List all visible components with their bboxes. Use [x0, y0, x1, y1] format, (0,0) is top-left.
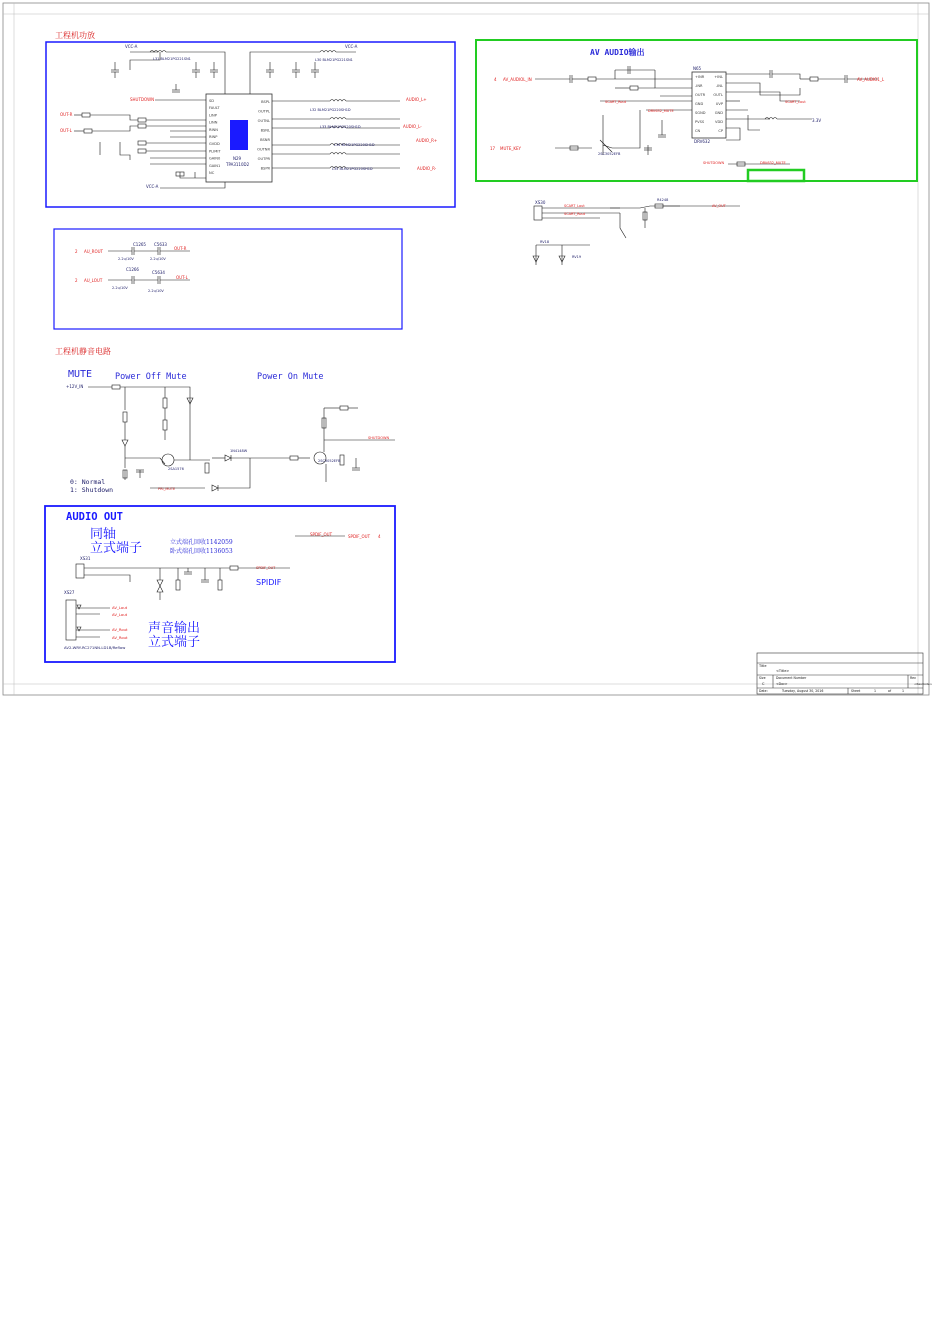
audio-conn-ref: XS27 [64, 590, 75, 595]
tb-doc-value: <Doc> [776, 682, 788, 686]
amp-l30: L30 BLM21PG221SN1 [315, 58, 353, 62]
amp-pins-left [209, 99, 221, 175]
mute-section-title: 工程机静音电路 [55, 347, 111, 356]
amp-out-left-n: AUDIO_L- [403, 124, 422, 129]
amp-l32: L32 BLM21PG220SH1D [310, 108, 351, 112]
amp-pin-left-1: FAULT [209, 106, 220, 111]
av-pin-right-5: VDD [715, 120, 723, 124]
audio-net-3: AV_Rout [112, 635, 128, 640]
av-transistor: 2SC3052EFB [598, 152, 621, 156]
av-net-shutdown: SHUTDOWN [703, 161, 725, 165]
coupling-net-l-in: AU_LOUT [84, 278, 103, 283]
mute-power-off: Power Off Mute [115, 372, 187, 382]
av-section-title: AV AUDIO输出 [590, 48, 645, 57]
av-net-in-left: AV_AUDIOL_IN [503, 77, 532, 82]
amp-output-inductor-4 [330, 153, 346, 155]
mute-diode: 1N4148W [230, 449, 248, 453]
audio-note-2: 卧式端孔回收1136053 [170, 548, 233, 555]
amp-l33: L33 BLM21PG220SH1D [320, 125, 361, 129]
coupling-frame [54, 229, 402, 329]
av-net-scart-l: SCART_Lout [785, 100, 806, 104]
coupling-c4: C5634 [152, 270, 165, 275]
av-pin-right-3: UVP [715, 102, 723, 106]
amp-output-inductor-0 [330, 100, 346, 102]
amp-out-right-n: AUDIO_R- [417, 166, 437, 171]
tb-rev-value: <RevCode> [914, 682, 933, 686]
av-net-mute-key: MUTE_KEY [500, 146, 521, 151]
amp-pin-left-2: LINP [209, 113, 217, 118]
av-net-drv-mute-b: DRV632_MUTE [760, 161, 786, 165]
mute-rail-in: +12V_IN [66, 384, 84, 389]
scart-net-r: SCART_Rout [564, 212, 586, 216]
amp-pin-right-2: OUTNL [257, 119, 270, 123]
coupling-net-r-out: OUT-R [174, 246, 187, 251]
amp-pin-right-4: BSNR [260, 138, 270, 142]
amp-chip-part: TPA3110D2 [226, 162, 250, 167]
av-pins-left [695, 75, 706, 133]
av-pin-right-6: CP [718, 129, 723, 133]
amp-pin-left-3: LINN [209, 120, 218, 125]
drv-mute-highlight [748, 170, 804, 181]
av-pin-right-2: OUTL [713, 93, 723, 97]
coupling-net-r-in: AU_ROUT [84, 249, 103, 254]
sheet-border [3, 3, 929, 695]
tb-sheet-label: Sheet [851, 689, 861, 693]
scart-net-l: SCART_Lout [564, 204, 585, 208]
tb-title-label: Title [759, 664, 767, 668]
audio-net-1: AV_Lout [112, 612, 128, 617]
audio-conn-part: AV2-WRY-RC271NN-LD1B/Reflow [64, 645, 126, 650]
coax-conn-ref: XS31 [80, 556, 91, 561]
svg-text:4: 4 [378, 534, 381, 539]
av-rail: 3.3V [812, 118, 822, 123]
amp-pin-right-7: BSPR [260, 166, 270, 171]
amp-pin-left-6: GVDD [209, 142, 220, 147]
tb-rev-label: Rev [910, 676, 916, 680]
tb-size-value: C [762, 682, 765, 686]
svg-text:4: 4 [494, 77, 497, 82]
tb-of-label: of [888, 689, 892, 693]
audio-jack-label [148, 620, 204, 650]
mute-title: MUTE [68, 369, 93, 380]
audio-net-2: AV_Rout [112, 627, 128, 632]
amp-pin-left-4: RINN [209, 127, 218, 132]
amp-l31: L31 BLM21PG221SN1 [153, 57, 191, 61]
av-pin-right-4: GND [714, 111, 723, 115]
tb-doc-label: Document Number [776, 676, 807, 680]
coax-label [90, 526, 142, 556]
av-pin-left-3: GND [695, 102, 704, 106]
amp-pin-right-0: BSPL [261, 100, 270, 104]
av-pin-left-5: PVSS [695, 120, 705, 124]
amp-pin-left-8: GAIN0 [209, 156, 221, 161]
av-pin-left-6: CN [695, 129, 701, 133]
amp-pin-right-6: OUTPR [257, 157, 270, 161]
scart-net-av: AV_OUT [712, 204, 726, 208]
amp-vcc-label-right: VCC-A [345, 44, 358, 49]
av-pin-right-0: +INL [714, 75, 723, 79]
coupling-c2-value: 2.2u/10V [150, 257, 166, 261]
av-net-out: AV_AUDIO1_L [857, 77, 885, 82]
tb-of-value: 1 [902, 689, 905, 693]
coax-label-line2: 立式端子 [90, 541, 143, 556]
amp-pin-left-7: PLIMIT [209, 149, 221, 154]
coupling-c1-value: 2.2u/10V [118, 257, 134, 261]
av-chip-part: DRV632 [694, 139, 711, 144]
amp-vcc-label-left: VCC-A [125, 44, 138, 49]
amp-pin-left-5: RINP [209, 135, 218, 139]
av-pins-right [713, 75, 723, 133]
svg-text:17: 17 [490, 146, 496, 151]
amp-out-left-p: AUDIO_L+ [406, 97, 427, 102]
spdif-label: SPIDIF [256, 578, 282, 587]
amp-input-left-net: OUT-L [60, 128, 72, 133]
av-pin-left-0: +INR [695, 75, 705, 79]
amp-l35: L35 BLM21PG220SH1D [332, 167, 373, 171]
tb-title-value: <Title> [776, 669, 790, 673]
amp-pins-right [257, 100, 270, 171]
av-net-drv-mute-a: DRV632_MUTE [648, 109, 674, 113]
tb-date-value: Tuesday, August 30, 2016 [782, 689, 824, 693]
coupling-c1: C1265 [133, 242, 146, 247]
av-pin-left-4: SGND [695, 111, 706, 115]
mute-legend-normal: 0: Normal [70, 478, 106, 486]
scart-d2: RV19 [572, 255, 582, 259]
av-pin-left-1: -INR [695, 84, 703, 88]
coupling-c4-value: 2.2u/10V [148, 289, 164, 293]
amp-l34: L34 BLM21PG220SH1D [334, 143, 375, 147]
coupling-c3-value: 2.2u/10V [112, 286, 128, 290]
audio-out-title: AUDIO OUT [66, 511, 123, 523]
tb-sheet-value: 1 [874, 689, 877, 693]
audio-jack-label-line2: 立式端子 [148, 635, 201, 650]
title-block [757, 653, 923, 694]
svg-text:2: 2 [75, 278, 78, 283]
tb-date-label: Date: [759, 689, 768, 693]
mute-net-shutdown: SHUTDOWN [368, 436, 390, 440]
amp-chip-ref: N29 [233, 156, 242, 161]
av-pin-right-1: -INL [715, 84, 723, 88]
scart-d1: RV18 [540, 240, 550, 244]
coupling-c3: C1266 [126, 267, 139, 272]
amp-chip-pad [230, 120, 248, 150]
mute-q1: 2SA1576 [168, 467, 184, 471]
spdif-net-top: SPDIF_OUT [310, 532, 333, 537]
amp-section-title: 工程机功放 [55, 31, 95, 40]
svg-text:2: 2 [75, 249, 78, 254]
tb-size-label: Size [759, 676, 766, 680]
spdif-net-inner: SPDIF_OUT [256, 566, 276, 570]
av-pin-left-2: OUTR [695, 93, 706, 97]
amp-pin-right-1: OUTPL [258, 109, 270, 114]
mute-net-pri: PRI_MUTE [158, 487, 176, 491]
coax-label-line1: 同轴 [90, 527, 117, 542]
mute-q2: 2SC3052EFB [318, 459, 341, 463]
scart-r: R4248 [657, 198, 669, 202]
audio-note-1: 立式端孔回收1142059 [170, 539, 233, 546]
coupling-net-l-out: OUT-L [176, 275, 188, 280]
audio-jack-label-line1: 声音输出 [148, 621, 201, 636]
spdif-net-right: SPDIF_OUT [348, 534, 371, 539]
amp-input-right-net: OUT-R [60, 112, 73, 117]
amp-pin-left-9: GAIN1 [209, 163, 221, 168]
av-chip-ref: N65 [693, 66, 702, 71]
amp-pin-right-3: BSNL [260, 128, 270, 133]
amp-shutdown-net: SHUTDOWN [130, 97, 155, 102]
amp-out-right-p: AUDIO_R+ [416, 138, 438, 143]
amp-output-inductor-1 [330, 118, 346, 120]
amp-pin-right-5: OUTNR [257, 147, 270, 152]
coupling-c2: C5633 [154, 242, 167, 247]
audio-net-0: AV_Lout [112, 605, 128, 610]
scart-conn: XS30 [535, 200, 546, 205]
amp-pin-left-0: SD [209, 99, 215, 103]
mute-legend-shutdown: 1: Shutdown [70, 486, 114, 494]
av-net-scart-r: SCART_Rout [605, 100, 627, 104]
amp-vcc-label-bottom: VCC-A [146, 184, 159, 189]
amp-pin-left-10: NC [209, 171, 215, 175]
mute-power-on: Power On Mute [257, 372, 324, 382]
